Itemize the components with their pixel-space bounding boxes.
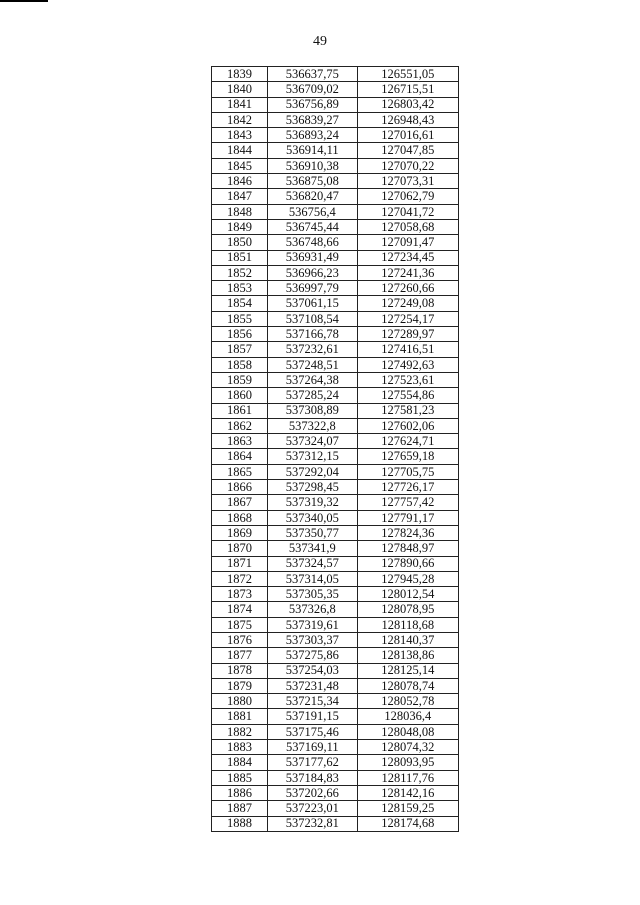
x-coordinate-cell: 536914,11 <box>267 143 357 158</box>
y-coordinate-cell: 127289,97 <box>357 327 458 342</box>
x-coordinate-cell: 537169,11 <box>267 740 357 755</box>
table-row <box>212 434 459 449</box>
x-coordinate-cell: 537202,66 <box>267 785 357 800</box>
x-coordinate-cell: 537248,51 <box>267 357 357 372</box>
y-coordinate-cell: 127890,66 <box>357 556 458 571</box>
point-number-cell: 1869 <box>212 525 268 540</box>
y-coordinate-cell: 127824,36 <box>357 525 458 540</box>
point-number-cell: 1846 <box>212 174 268 189</box>
point-number-cell: 1872 <box>212 571 268 586</box>
table-row <box>212 709 459 724</box>
point-number-cell: 1864 <box>212 449 268 464</box>
table-row <box>212 678 459 693</box>
table-row <box>212 541 459 556</box>
table-row <box>212 342 459 357</box>
table-row <box>212 663 459 678</box>
y-coordinate-cell: 127062,79 <box>357 189 458 204</box>
table-row <box>212 571 459 586</box>
table-row <box>212 785 459 800</box>
y-coordinate-cell: 127260,66 <box>357 281 458 296</box>
x-coordinate-cell: 536820,47 <box>267 189 357 204</box>
point-number-cell: 1857 <box>212 342 268 357</box>
x-coordinate-cell: 537285,24 <box>267 388 357 403</box>
table-row <box>212 632 459 647</box>
point-number-cell: 1885 <box>212 770 268 785</box>
point-number-cell: 1854 <box>212 296 268 311</box>
table-row <box>212 801 459 816</box>
x-coordinate-cell: 537305,35 <box>267 587 357 602</box>
y-coordinate-cell: 128117,76 <box>357 770 458 785</box>
page-number: 49 <box>313 34 327 49</box>
y-coordinate-cell: 127254,17 <box>357 311 458 326</box>
point-number-cell: 1870 <box>212 541 268 556</box>
table-row <box>212 128 459 143</box>
x-coordinate-cell: 537308,89 <box>267 403 357 418</box>
table-row <box>212 250 459 265</box>
x-coordinate-cell: 536637,75 <box>267 67 357 82</box>
table-row <box>212 587 459 602</box>
table-row <box>212 82 459 97</box>
y-coordinate-cell: 128078,95 <box>357 602 458 617</box>
x-coordinate-cell: 537324,57 <box>267 556 357 571</box>
y-coordinate-cell: 128159,25 <box>357 801 458 816</box>
y-coordinate-cell: 127234,45 <box>357 250 458 265</box>
point-number-cell: 1849 <box>212 219 268 234</box>
table-row <box>212 418 459 433</box>
table-row <box>212 357 459 372</box>
x-coordinate-cell: 537340,05 <box>267 510 357 525</box>
y-coordinate-cell: 128093,95 <box>357 755 458 770</box>
y-coordinate-cell: 127041,72 <box>357 204 458 219</box>
y-coordinate-cell: 127047,85 <box>357 143 458 158</box>
x-coordinate-cell: 537232,61 <box>267 342 357 357</box>
x-coordinate-cell: 537303,37 <box>267 632 357 647</box>
y-coordinate-cell: 128174,68 <box>357 816 458 831</box>
y-coordinate-cell: 127070,22 <box>357 158 458 173</box>
x-coordinate-cell: 536839,27 <box>267 112 357 127</box>
y-coordinate-cell: 127016,61 <box>357 128 458 143</box>
x-coordinate-cell: 537231,48 <box>267 678 357 693</box>
table-row <box>212 112 459 127</box>
point-number-cell: 1842 <box>212 112 268 127</box>
y-coordinate-cell: 127581,23 <box>357 403 458 418</box>
point-number-cell: 1877 <box>212 648 268 663</box>
x-coordinate-cell: 537166,78 <box>267 327 357 342</box>
y-coordinate-cell: 126715,51 <box>357 82 458 97</box>
y-coordinate-cell: 126803,42 <box>357 97 458 112</box>
x-coordinate-cell: 537191,15 <box>267 709 357 724</box>
table-row <box>212 648 459 663</box>
x-coordinate-cell: 536756,4 <box>267 204 357 219</box>
point-number-cell: 1884 <box>212 755 268 770</box>
y-coordinate-cell: 127659,18 <box>357 449 458 464</box>
y-coordinate-cell: 127791,17 <box>357 510 458 525</box>
point-number-cell: 1847 <box>212 189 268 204</box>
table-row <box>212 464 459 479</box>
table-row <box>212 311 459 326</box>
table-row <box>212 617 459 632</box>
y-coordinate-cell: 127058,68 <box>357 219 458 234</box>
table-row <box>212 403 459 418</box>
y-coordinate-cell: 128140,37 <box>357 632 458 647</box>
table-row <box>212 327 459 342</box>
scan-edge-mark <box>0 0 48 2</box>
y-coordinate-cell: 127705,75 <box>357 464 458 479</box>
table-row <box>212 480 459 495</box>
table-row <box>212 189 459 204</box>
point-number-cell: 1855 <box>212 311 268 326</box>
y-coordinate-cell: 127945,28 <box>357 571 458 586</box>
point-number-cell: 1862 <box>212 418 268 433</box>
y-coordinate-cell: 128048,08 <box>357 724 458 739</box>
point-number-cell: 1856 <box>212 327 268 342</box>
table-row <box>212 219 459 234</box>
y-coordinate-cell: 127757,42 <box>357 495 458 510</box>
x-coordinate-cell: 537232,81 <box>267 816 357 831</box>
y-coordinate-cell: 127091,47 <box>357 235 458 250</box>
point-number-cell: 1871 <box>212 556 268 571</box>
y-coordinate-cell: 126948,43 <box>357 112 458 127</box>
point-number-cell: 1841 <box>212 97 268 112</box>
point-number-cell: 1852 <box>212 265 268 280</box>
point-number-cell: 1883 <box>212 740 268 755</box>
point-number-cell: 1879 <box>212 678 268 693</box>
table-row <box>212 602 459 617</box>
point-number-cell: 1888 <box>212 816 268 831</box>
y-coordinate-cell: 127416,51 <box>357 342 458 357</box>
x-coordinate-cell: 537275,86 <box>267 648 357 663</box>
x-coordinate-cell: 537175,46 <box>267 724 357 739</box>
point-number-cell: 1851 <box>212 250 268 265</box>
y-coordinate-cell: 127073,31 <box>357 174 458 189</box>
table-row <box>212 388 459 403</box>
point-number-cell: 1875 <box>212 617 268 632</box>
table-row <box>212 694 459 709</box>
table-row <box>212 372 459 387</box>
table-row <box>212 724 459 739</box>
table-row <box>212 556 459 571</box>
table-row <box>212 143 459 158</box>
x-coordinate-cell: 537312,15 <box>267 449 357 464</box>
y-coordinate-cell: 128036,4 <box>357 709 458 724</box>
x-coordinate-cell: 537314,05 <box>267 571 357 586</box>
point-number-cell: 1839 <box>212 67 268 82</box>
x-coordinate-cell: 536756,89 <box>267 97 357 112</box>
table-row <box>212 510 459 525</box>
y-coordinate-cell: 128118,68 <box>357 617 458 632</box>
coordinates-table-body <box>212 67 459 832</box>
x-coordinate-cell: 537254,03 <box>267 663 357 678</box>
point-number-cell: 1848 <box>212 204 268 219</box>
point-number-cell: 1859 <box>212 372 268 387</box>
point-number-cell: 1858 <box>212 357 268 372</box>
y-coordinate-cell: 127624,71 <box>357 434 458 449</box>
table-row <box>212 495 459 510</box>
x-coordinate-cell: 537108,54 <box>267 311 357 326</box>
y-coordinate-cell: 128052,78 <box>357 694 458 709</box>
x-coordinate-cell: 537326,8 <box>267 602 357 617</box>
y-coordinate-cell: 127848,97 <box>357 541 458 556</box>
table-row <box>212 755 459 770</box>
table-row <box>212 281 459 296</box>
point-number-cell: 1878 <box>212 663 268 678</box>
y-coordinate-cell: 127241,36 <box>357 265 458 280</box>
table-row <box>212 67 459 82</box>
x-coordinate-cell: 536748,66 <box>267 235 357 250</box>
coordinates-table <box>211 66 459 832</box>
table-row <box>212 204 459 219</box>
y-coordinate-cell: 127602,06 <box>357 418 458 433</box>
y-coordinate-cell: 126551,05 <box>357 67 458 82</box>
y-coordinate-cell: 127554,86 <box>357 388 458 403</box>
point-number-cell: 1853 <box>212 281 268 296</box>
table-row <box>212 525 459 540</box>
x-coordinate-cell: 537215,34 <box>267 694 357 709</box>
table-row <box>212 174 459 189</box>
y-coordinate-cell: 127492,63 <box>357 357 458 372</box>
x-coordinate-cell: 537223,01 <box>267 801 357 816</box>
x-coordinate-cell: 536893,24 <box>267 128 357 143</box>
table-row <box>212 97 459 112</box>
point-number-cell: 1865 <box>212 464 268 479</box>
x-coordinate-cell: 536966,23 <box>267 265 357 280</box>
y-coordinate-cell: 128142,16 <box>357 785 458 800</box>
x-coordinate-cell: 536875,08 <box>267 174 357 189</box>
x-coordinate-cell: 537319,61 <box>267 617 357 632</box>
x-coordinate-cell: 537264,38 <box>267 372 357 387</box>
table-row <box>212 816 459 831</box>
x-coordinate-cell: 537324,07 <box>267 434 357 449</box>
point-number-cell: 1844 <box>212 143 268 158</box>
point-number-cell: 1843 <box>212 128 268 143</box>
point-number-cell: 1867 <box>212 495 268 510</box>
point-number-cell: 1866 <box>212 480 268 495</box>
table-row <box>212 770 459 785</box>
table-row <box>212 296 459 311</box>
point-number-cell: 1868 <box>212 510 268 525</box>
table-row <box>212 449 459 464</box>
x-coordinate-cell: 537061,15 <box>267 296 357 311</box>
point-number-cell: 1876 <box>212 632 268 647</box>
x-coordinate-cell: 537177,62 <box>267 755 357 770</box>
point-number-cell: 1860 <box>212 388 268 403</box>
x-coordinate-cell: 537298,45 <box>267 480 357 495</box>
y-coordinate-cell: 127726,17 <box>357 480 458 495</box>
y-coordinate-cell: 128138,86 <box>357 648 458 663</box>
y-coordinate-cell: 128012,54 <box>357 587 458 602</box>
table-row <box>212 158 459 173</box>
x-coordinate-cell: 537350,77 <box>267 525 357 540</box>
x-coordinate-cell: 536997,79 <box>267 281 357 296</box>
y-coordinate-cell: 128125,14 <box>357 663 458 678</box>
table-row <box>212 265 459 280</box>
table-row <box>212 740 459 755</box>
x-coordinate-cell: 536745,44 <box>267 219 357 234</box>
x-coordinate-cell: 537341,9 <box>267 541 357 556</box>
point-number-cell: 1850 <box>212 235 268 250</box>
point-number-cell: 1874 <box>212 602 268 617</box>
table-row <box>212 235 459 250</box>
x-coordinate-cell: 536709,02 <box>267 82 357 97</box>
point-number-cell: 1886 <box>212 785 268 800</box>
point-number-cell: 1882 <box>212 724 268 739</box>
x-coordinate-cell: 536931,49 <box>267 250 357 265</box>
point-number-cell: 1880 <box>212 694 268 709</box>
x-coordinate-cell: 537322,8 <box>267 418 357 433</box>
point-number-cell: 1881 <box>212 709 268 724</box>
point-number-cell: 1887 <box>212 801 268 816</box>
point-number-cell: 1863 <box>212 434 268 449</box>
x-coordinate-cell: 537319,32 <box>267 495 357 510</box>
x-coordinate-cell: 536910,38 <box>267 158 357 173</box>
y-coordinate-cell: 128078,74 <box>357 678 458 693</box>
y-coordinate-cell: 127523,61 <box>357 372 458 387</box>
point-number-cell: 1861 <box>212 403 268 418</box>
y-coordinate-cell: 128074,32 <box>357 740 458 755</box>
x-coordinate-cell: 537292,04 <box>267 464 357 479</box>
point-number-cell: 1873 <box>212 587 268 602</box>
x-coordinate-cell: 537184,83 <box>267 770 357 785</box>
point-number-cell: 1840 <box>212 82 268 97</box>
point-number-cell: 1845 <box>212 158 268 173</box>
y-coordinate-cell: 127249,08 <box>357 296 458 311</box>
